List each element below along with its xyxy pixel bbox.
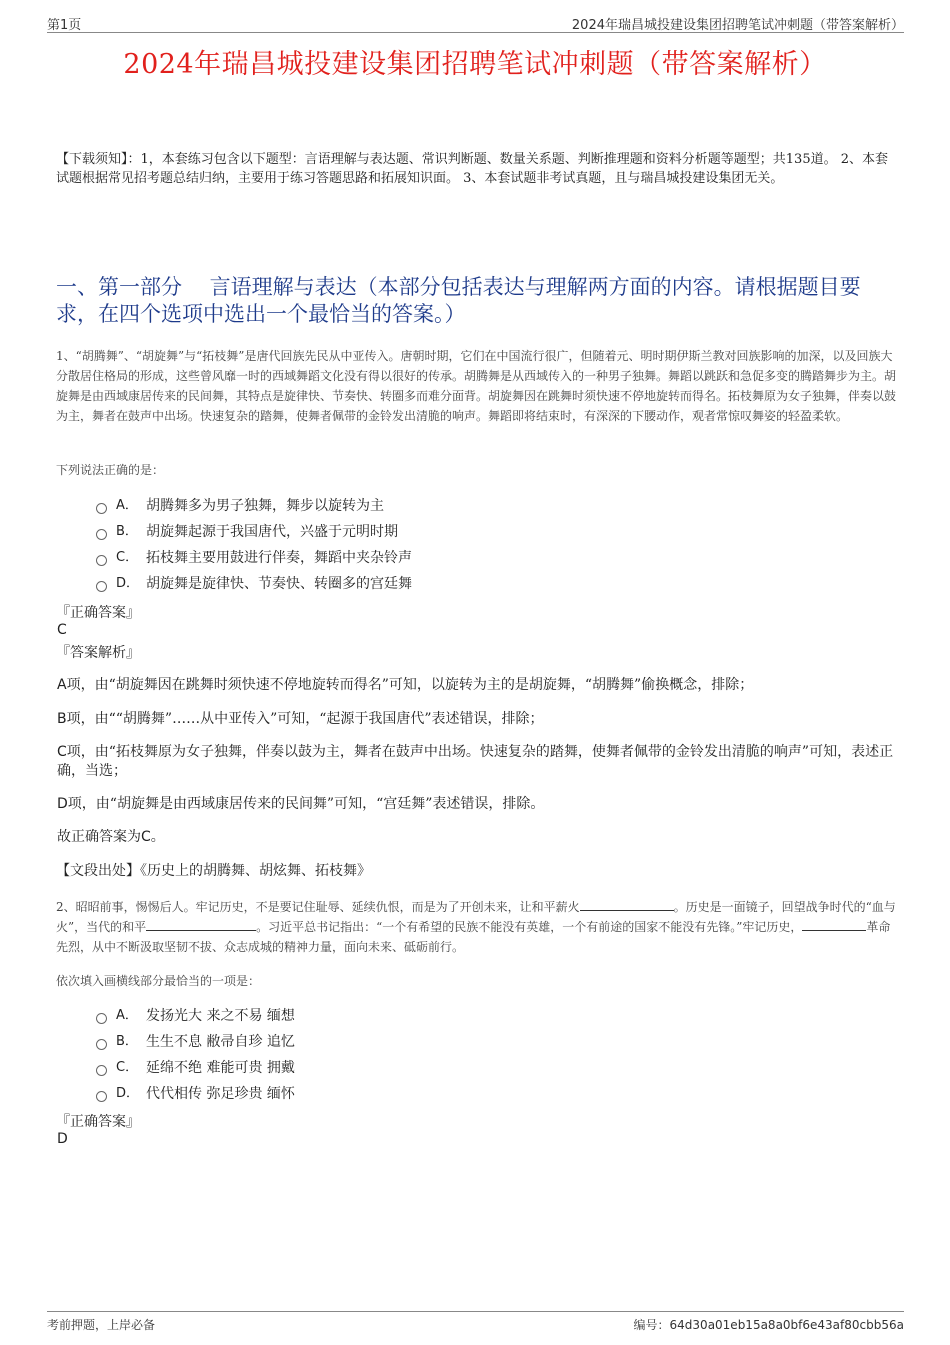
radio-icon[interactable] bbox=[96, 1091, 107, 1102]
q1-options bbox=[96, 493, 412, 597]
radio-icon[interactable] bbox=[96, 581, 107, 592]
radio-icon[interactable] bbox=[96, 503, 107, 514]
q2-answer: D bbox=[57, 1131, 68, 1147]
page-header bbox=[47, 14, 904, 33]
footer-code: 编号：64d30a01eb15a8a0bf6e43af80cbb56a bbox=[633, 1318, 904, 1332]
blank-1[interactable] bbox=[580, 898, 674, 911]
q1-analysis-b: B项，由““胡腾舞”……从中亚传入”可知，“起源于我国唐代”表述错误，排除； bbox=[57, 711, 544, 727]
header-doc-title: 2024年瑞昌城投建设集团招聘笔试冲刺题（带答案解析） bbox=[571, 18, 904, 33]
q1-stem: 1、“胡腾舞”、“胡旋舞”与“拓枝舞”是唐代回族先民从中亚传入。唐朝时期，它们在中国流行很广，但随着元、明时期伊斯兰教对回族影响的加深，以及回族大分散居住格局的形成，这些曾风靡一时的西域舞蹈文化没有得以很好的传承。胡腾舞是从西域传入的一种男子独舞。舞蹈以跳跃和急促多变的腾踏舞步为主。胡旋舞是由西域康居传来的民间舞，其特点是旋律快、节奏快、转圈多而难分面背。胡旋舞因在跳舞时须快速不停地旋转而得名。拓枝舞原为女子独舞，伴奏以鼓为主，舞者在鼓声中出场。快速复杂的踏舞，使舞者佩带的金铃发出清脆的响声。舞蹈即将结束时，有深深的下腰动作，观者常惊叹舞姿的轻盈柔软。 bbox=[56, 349, 897, 423]
q1-analysis-d: D项，由“胡旋舞是由西域康居传来的民间舞”可知，“宫廷舞”表述错误，排除。 bbox=[57, 796, 545, 812]
footer-slogan: 考前押题，上岸必备 bbox=[47, 1318, 156, 1332]
q2-options bbox=[96, 1003, 295, 1107]
q1-answer-label: 『正确答案』 bbox=[56, 605, 140, 621]
q1-answer: C bbox=[57, 622, 67, 638]
q1-analysis-label: 『答案解析』 bbox=[56, 645, 140, 661]
q1-option-b[interactable]: B． 胡旋舞起源于我国唐代，兴盛于元明时期 bbox=[96, 519, 412, 545]
q1-option-c[interactable]: C． 拓枝舞主要用鼓进行伴奏，舞蹈中夹杂铃声 bbox=[96, 545, 412, 571]
section-heading: 一、第一部分 言语理解与表达（本部分包括表达与理解两方面的内容。请根据题目要求，在四个选项中选出一个最恰当的答案。） bbox=[56, 275, 861, 326]
q1-analysis-c: C项，由“拓枝舞原为女子独舞，伴奏以鼓为主，舞者在鼓声中出场。快速复杂的踏舞，使舞者佩带的金铃发出清脆的响声”可知，表述正确，当选； bbox=[57, 744, 894, 779]
q2-option-b[interactable]: B． 生生不息 敝帚自珍 追忆 bbox=[96, 1029, 295, 1055]
q1-option-d[interactable]: D． 胡旋舞是旋律快、节奏快、转圈多的宫廷舞 bbox=[96, 571, 412, 597]
q1-option-a[interactable]: A． 胡腾舞多为男子独舞，舞步以旋转为主 bbox=[96, 493, 412, 519]
blank-3[interactable] bbox=[802, 918, 866, 931]
q2-prompt: 依次填入画横线部分最恰当的一项是： bbox=[56, 974, 261, 988]
q1-prompt: 下列说法正确的是： bbox=[56, 463, 165, 477]
q1-source: 【文段出处】《历史上的胡腾舞、胡炫舞、拓枝舞》 bbox=[56, 863, 371, 879]
radio-icon[interactable] bbox=[96, 555, 107, 566]
q1-analysis-a: A项，由“胡旋舞因在跳舞时须快速不停地旋转而得名”可知，以旋转为主的是胡旋舞，“胡腾舞”偷换概念，排除； bbox=[57, 677, 754, 693]
radio-icon[interactable] bbox=[96, 1039, 107, 1050]
page-number: 第1页 bbox=[47, 18, 82, 33]
page-footer bbox=[47, 1311, 904, 1332]
radio-icon[interactable] bbox=[96, 1065, 107, 1076]
radio-icon[interactable] bbox=[96, 529, 107, 540]
q2-answer-label: 『正确答案』 bbox=[56, 1114, 140, 1130]
blank-2[interactable] bbox=[146, 918, 256, 931]
radio-icon[interactable] bbox=[96, 1013, 107, 1024]
q2-option-c[interactable]: C． 延绵不绝 难能可贵 拥戴 bbox=[96, 1055, 295, 1081]
q2-option-a[interactable]: A． 发扬光大 来之不易 缅想 bbox=[96, 1003, 295, 1029]
q1-conclusion: 故正确答案为C。 bbox=[57, 829, 165, 845]
q2-option-d[interactable]: D． 代代相传 弥足珍贵 缅怀 bbox=[96, 1081, 295, 1107]
document-title: 2024年瑞昌城投建设集团招聘笔试冲刺题（带答案解析） bbox=[123, 49, 827, 80]
download-notice: 【下载须知】：1，本套练习包含以下题型：言语理解与表达题、常识判断题、数量关系题、判断推理题和资料分析题等题型；共135道。 2、本套试题根据常见招考题总结归纳，主要用于练习答题思路和拓展知识面。 3、本套试题非考试真题，且与瑞昌城投建设集团无关。 bbox=[56, 152, 888, 186]
q2-stem: 2、昭昭前事，惕惕后人。牢记历史，不是要记住耻辱、延续仇恨，而是为了开创未来，让和平薪火 。历史是一面镜子，回望战争时代的“血与火”，当代的和平 。习近平总书记指出：“一个有希望的民族不能没有英雄，一个有前途的国家不能没有先锋。”牢记历史， 革命先烈，从中不断汲取坚韧不拔、众志成城的精神力量，面向未来、砥砺前行。 bbox=[56, 900, 896, 954]
